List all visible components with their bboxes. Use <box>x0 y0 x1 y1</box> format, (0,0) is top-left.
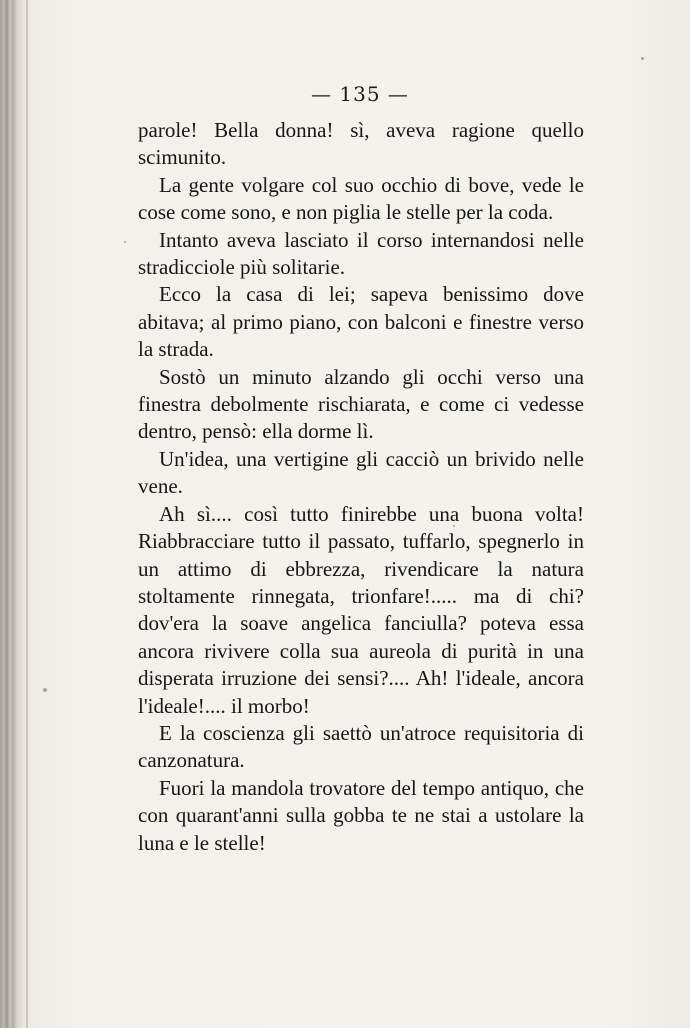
page-binding-line <box>26 0 28 1028</box>
paper-speck <box>124 241 126 243</box>
paper-speck <box>43 688 47 692</box>
paragraph: Ecco la casa di lei; sapeva benissimo dove abitava; al primo piano, con balconi e finestre verso la strada. <box>138 282 584 362</box>
paragraph: Sostò un minuto alzando gli occhi verso una finestra debolmente rischiarata, e come ci vedesse dentro, pensò: ella dorme lì. <box>138 364 584 444</box>
paragraph: Un'idea, una vertigine gli cacciò un brivido nelle vene. <box>138 446 584 499</box>
paragraph: Ah sì.... così tutto finirebbe una buona volta! Riabbracciare tutto il passato, tuffarlo, spegnerlo in un attimo di ebbrezza, rivendicare la natura stoltamente rinnegata, trionfare!..... ma di chi? dov'era la soave angelica fanciulla? poteva essa ancora rivivere colla sua aureola di purità in una disperata irruzione dei sensi?.... Ah! l'ideale, ancora l'ideale!.... il morbo! <box>138 501 584 718</box>
body-text <box>138 117 584 857</box>
paragraph: La gente volgare col suo occhio di bove, vede le cose come sono, e non piglia le stelle per la coda. <box>138 172 584 225</box>
paragraph: Intanto aveva lasciato il corso internandosi nelle stradicciole più solitarie. <box>138 227 584 280</box>
page-number: — 135 — <box>311 82 409 106</box>
paragraph: E la coscienza gli saettò un'atroce requisitoria di canzonatura. <box>138 720 584 773</box>
paragraph-continued: parole! Bella donna! sì, aveva ragione quello scimunito. <box>138 118 584 170</box>
paper-speck <box>641 57 644 60</box>
page-binding-shadow <box>0 0 22 1028</box>
paragraph: Fuori la mandola trovatore del tempo antiquo, che con quarant'anni sulla gobba te ne stai a ustolare la luna e le stelle! <box>138 775 584 855</box>
